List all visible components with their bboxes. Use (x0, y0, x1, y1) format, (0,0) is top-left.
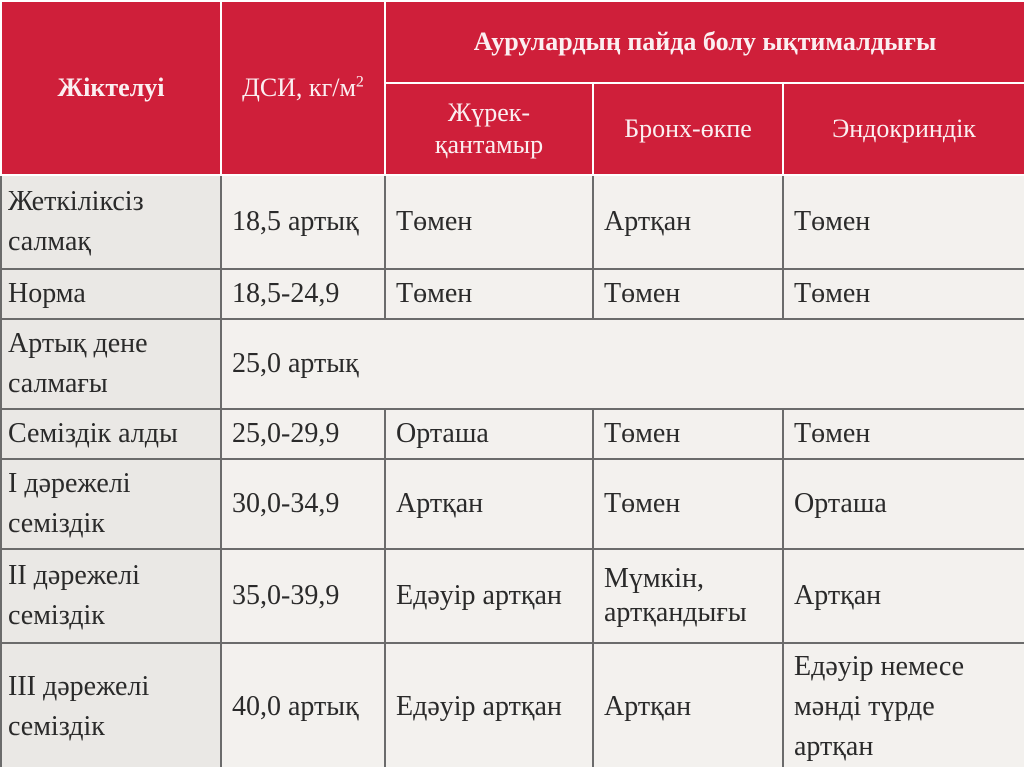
row-broncho: Төмен (593, 269, 783, 319)
row-bmi: 35,0-39,9 (221, 549, 385, 643)
row-endocrine: Төмен (783, 175, 1024, 269)
table-row (1, 549, 1024, 643)
row-broncho: Төмен (593, 459, 783, 549)
row-endocrine: Төмен (783, 269, 1024, 319)
row-category: Семіздік алды (1, 409, 221, 459)
row-cardio: Төмен (385, 175, 593, 269)
row-cardio: Артқан (385, 459, 593, 549)
row-endocrine: Төмен (783, 409, 1024, 459)
row-broncho: Артқан (593, 643, 783, 767)
row-category: II дәрежелі семіздік (1, 549, 221, 643)
header-disease-probability: Аурулардың пайда болу ықтималдығы (385, 1, 1024, 83)
header-endocrine: Эндокриндік (783, 83, 1024, 175)
table-row (1, 319, 1024, 409)
row-bmi: 18,5 артық (221, 175, 385, 269)
header-broncho: Бронх-өкпе (593, 83, 783, 175)
row-broncho: Артқан (593, 175, 783, 269)
row-endocrine: Артқан (783, 549, 1024, 643)
row-category: III дәрежелі семіздік (1, 643, 221, 767)
row-cardio: Едәуір артқан (385, 549, 593, 643)
row-bmi: 25,0 артық (221, 319, 1024, 409)
row-cardio: Едәуір артқан (385, 643, 593, 767)
row-bmi: 40,0 артық (221, 643, 385, 767)
header-bmi (221, 1, 385, 175)
row-category: Норма (1, 269, 221, 319)
header-bmi-sup: 2 (355, 73, 364, 91)
table-row (1, 269, 1024, 319)
header-bmi-label: ДСИ, кг/м (242, 73, 356, 102)
table-row (1, 643, 1024, 767)
row-category: I дәрежелі семіздік (1, 459, 221, 549)
header-cardio: Жүрек- қантамыр (385, 83, 593, 175)
table-row (1, 175, 1024, 269)
header-classification: Жіктелуі (1, 1, 221, 175)
table-row (1, 459, 1024, 549)
row-bmi: 25,0-29,9 (221, 409, 385, 459)
row-category: Жеткіліксіз салмақ (1, 175, 221, 269)
row-broncho: Мүмкін, артқандығы (593, 549, 783, 643)
table-row (1, 409, 1024, 459)
row-endocrine: Орташа (783, 459, 1024, 549)
row-endocrine: Едәуір немесе мәнді түрде артқан (783, 643, 1024, 767)
row-cardio: Төмен (385, 269, 593, 319)
row-broncho: Төмен (593, 409, 783, 459)
row-category: Артық дене салмағы (1, 319, 221, 409)
row-bmi: 18,5-24,9 (221, 269, 385, 319)
row-bmi: 30,0-34,9 (221, 459, 385, 549)
row-cardio: Орташа (385, 409, 593, 459)
